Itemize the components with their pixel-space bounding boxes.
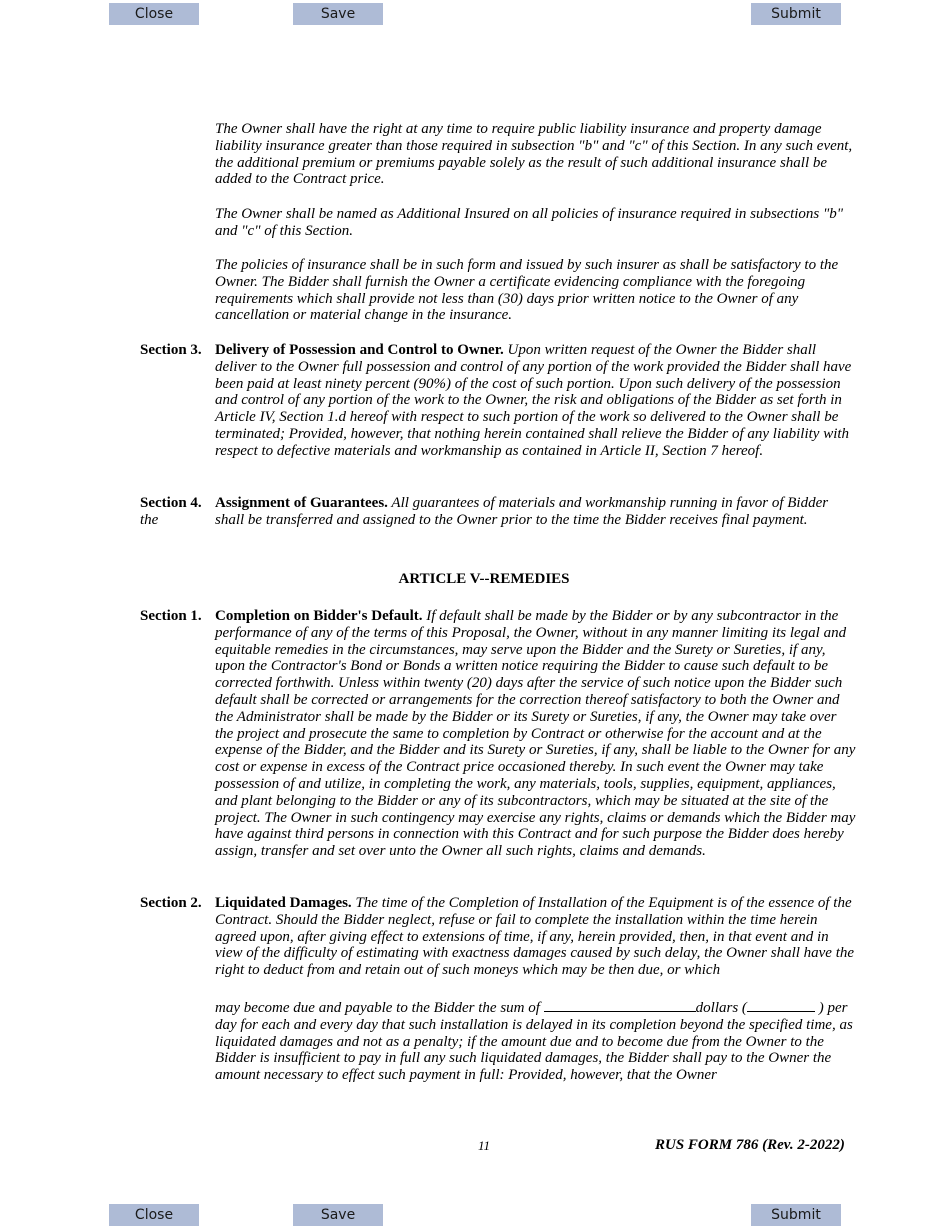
liquidated-damages-continuation: [215, 998, 857, 1084]
section-4-text: All guarantees of materials and workmanship running in favor of Bidder shall be transferred and assigned to the Owner prior to the time the Bidder receives final payment.: [215, 495, 829, 528]
dollars-label: dollars (: [695, 1000, 747, 1016]
submit-button[interactable]: Submit: [751, 3, 841, 25]
submit-button-bottom[interactable]: Submit: [751, 1204, 841, 1226]
article-v-section-1-body: [215, 608, 857, 860]
section-4-title: Assignment of Guarantees.: [215, 495, 388, 511]
damages-amount-words-field[interactable]: [544, 998, 696, 1012]
save-button-bottom[interactable]: Save: [293, 1204, 383, 1226]
article-v-section-2-body: [215, 895, 857, 979]
article-v-section-2-label: Section 2.: [140, 895, 202, 911]
liquidated-damages-rest: per day for each and every day that such installation is delayed in its completion beyond the specified time, as liquidated damages and not as a penalty; if the amount due and to become due from the Owner to the Bidder is insufficient to pay in full any such liquidated damages, the Bidder shall pay to the Owner the amount necessary to effect such payment in full: Provided, however, that the Owner: [215, 1000, 853, 1084]
insurance-paragraph-1: The Owner shall have the right at any time to require public liability insurance and property damage liability insurance greater than those required in subsection "b" and "c" of this Section. In any such event, the additional premium or premiums payable solely as the result of such additional insurance shall be added to the Contract price.: [215, 121, 853, 188]
insurance-paragraph-3: The policies of insurance shall be in such form and issued by such insurer as shall be satisfactory to the Owner. The Bidder shall furnish the Owner a certificate evidencing compliance with the foregoing requirements which shall provide not less than (30) days prior written notice to the Owner of any cancellation or material change in the insurance.: [215, 257, 839, 324]
article-v-section-1-title: Completion on Bidder's Default.: [215, 608, 423, 624]
article-v-section-1-text: If default shall be made by the Bidder or by any subcontractor in the performance of any of the terms of this Proposal, the Owner, without in any manner limiting its legal and equitable remedies in the circumstances, may serve upon the Bidder and the Surety or Sureties, if any, upon the Contractor's Bond or Bonds a written notice requiring the Bidder to cause such default to be corrected forthwith. Unless within twenty (20) days after the service of such notice upon the Bidder such default shall be corrected or arrangements for the correction thereof satisfactory to both the Owner and the Administrator shall be made by the Bidder or its Surety or Sureties, if any, the Owner may take over the project and prosecute the same to completion by Contract or otherwise for the account and at the expense of the Bidder, and the Bidder and its Surety or Sureties, if any, shall be liable to the Owner for any cost or expense in excess of the Contract price occasioned thereby. In such event the Owner may take possession of and utilize, in completing the work, any materials, tools, supplies, equipment, appliances, and plant belonging to the Bidder or any of its subcontractors, which may be situated at the site of the project. The Owner in such contingency may exercise any rights, claims or demands which the Bidder may have against third persons in connection with this Contract and for such purpose the Bidder does hereby assign, transfer and set over unto the Owner all such rights, claims and demands.: [215, 608, 856, 860]
section-3-title: Delivery of Possession and Control to Owner.: [215, 342, 504, 358]
insurance-paragraph-2: The Owner shall be named as Additional Insured on all policies of insurance required in subsections "b" and "c" of this Section.: [215, 206, 844, 239]
form-identifier: RUS FORM 786 (Rev. 2-2022): [655, 1137, 845, 1153]
article-v-section-2-title: Liquidated Damages.: [215, 895, 352, 911]
article-v-heading: ARTICLE V--REMEDIES: [398, 571, 570, 587]
dollars-close-paren: ): [818, 1000, 824, 1016]
section-4-body: [215, 495, 857, 529]
article-v-section-2-text: The time of the Completion of Installation of the Equipment is of the essence of the Contract. Should the Bidder neglect, refuse or fail to complete the installation within the time herein agreed upon, after giving effect to extensions of time, if any, herein provided, then, in that event and in view of the difficulty of estimating with exactness damages caused by such delay, the Owner shall have the right to deduct from and retain out of such moneys which may be then due, or which: [215, 895, 855, 979]
close-button-bottom[interactable]: Close: [109, 1204, 199, 1226]
section-3-text: Upon written request of the Owner the Bidder shall deliver to the Owner full possession and control of any portion of the work provided the Bidder shall have been paid at least ninety percent (90%) of the cost of such portion. Upon such delivery of the possession and control of any portion of the work to the Owner, the risk and obligations of the Bidder as set forth in Article IV, Section 1.d hereof with respect to such portion of the work so delivered to the Owner shall be terminated; Provided, however, that nothing herein contained shall relieve the Bidder of any liability with respect to defective materials and workmanship as contained in Article II, Section 7 hereof.: [215, 342, 852, 459]
section-3-body: [215, 342, 857, 460]
section-4-label: Section 4.: [140, 495, 202, 511]
page-number: 11: [478, 1138, 491, 1153]
save-button[interactable]: Save: [293, 3, 383, 25]
liquidated-damages-lead: may become due and payable to the Bidder the sum of: [215, 1000, 540, 1016]
section-4-overflow-word: the: [140, 512, 159, 528]
damages-amount-figures-field[interactable]: [747, 998, 815, 1012]
article-v-section-1-label: Section 1.: [140, 608, 202, 624]
close-button[interactable]: Close: [109, 3, 199, 25]
section-3-label: Section 3.: [140, 342, 202, 358]
